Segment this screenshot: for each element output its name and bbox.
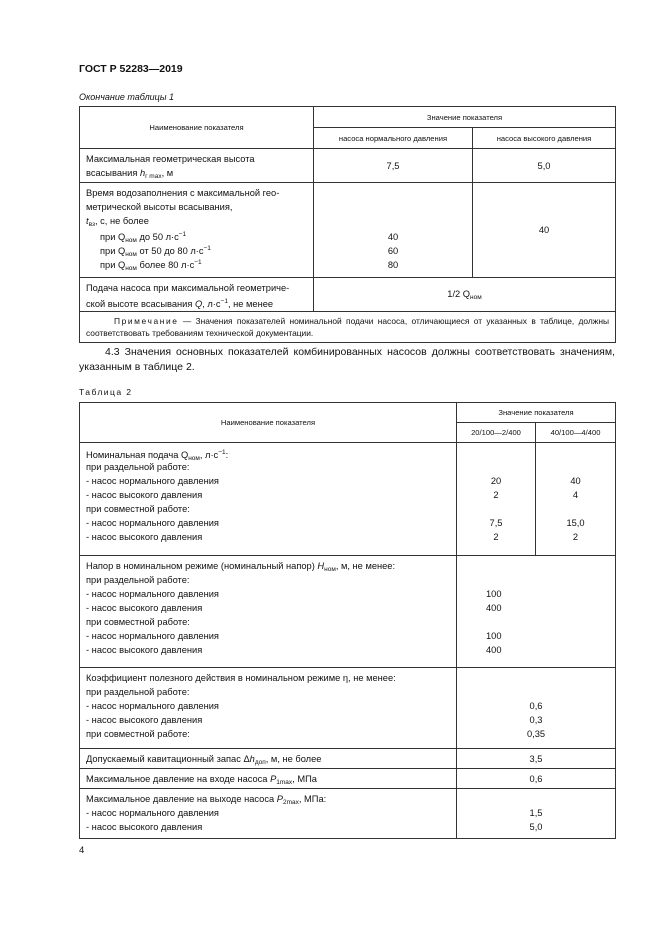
- table-row: [80, 769, 616, 789]
- table2-caption: Таблица 2: [79, 387, 133, 397]
- table2-subheader-a: 20/100—2/400: [457, 423, 536, 443]
- table-row: [80, 149, 616, 183]
- document-title: ГОСТ Р 52283—2019: [79, 63, 183, 75]
- page-number: 4: [79, 845, 85, 856]
- table2: [79, 402, 616, 839]
- table1-subheader-normal: насоса нормального давления: [314, 128, 473, 149]
- table-row: [80, 668, 616, 749]
- table-row: [80, 278, 616, 312]
- table-row: [80, 556, 616, 668]
- table-row: [80, 183, 616, 278]
- row-label: Допускаемый кавитационный запас $\Delta h_{доп}$, м, не более: [80, 749, 457, 769]
- table-cell: 40: [473, 183, 616, 278]
- table1-caption: Окончание таблицы 1: [79, 92, 174, 102]
- table2-header-name: Наименование показателя: [80, 403, 457, 443]
- table1: [79, 106, 616, 343]
- row-label: Максимальное давление на выходе насоса $P_{2max}$, МПа: - насос нормального давления - насос высокого давления: [80, 789, 457, 839]
- table-cell: 40 4 15,0 2: [536, 443, 616, 556]
- table-cell: 1/2 $Q_{ном}$: [314, 278, 616, 312]
- table1-header-value: Значение показателя: [314, 107, 616, 128]
- row-label: Подача насоса при максимальной геометриче- ской высоте всасывания Q, $л\cdot с^{-1}$, не менее: [80, 278, 314, 312]
- table-cell: 0,6: [457, 769, 616, 789]
- table-row: [80, 312, 616, 343]
- table-row: [80, 443, 616, 556]
- row-label: Максимальное давление на входе насоса $P_{1max}$, МПа: [80, 769, 457, 789]
- row-label: Время водозаполнения с максимальной гео- метрической высоты всасывания, $t_{вз}$, с, не более при $Q_{ном}$ до 50 $л\cdot с^{-1}$ при $Q_{ном}$ от 50 до 80 $л\cdot с^{-1}$ при $Q_{ном}$ более 80 $л\cdot с^{-1}$: [80, 183, 314, 278]
- table-cell: 7,5: [314, 149, 473, 183]
- row-label: Максимальная геометрическая высота всасывания $h_{г max}$, м: [80, 149, 314, 183]
- paragraph-4-3: 4.3 Значения основных показателей комбинированных насосов должны соответствовать значениям, указанным в таблице 2.: [79, 346, 615, 373]
- table-row: [80, 789, 616, 839]
- table-cell: 5,0: [473, 149, 616, 183]
- table1-note: Примечание — Значения показателей номинальной подачи насоса, отличающиеся от указанных в таблице, должны соответствовать требованиям технической документации.: [80, 312, 616, 343]
- table-row: [80, 749, 616, 769]
- table1-header-name: Наименование показателя: [80, 107, 314, 149]
- table-cell: 20 2 7,5 2: [457, 443, 536, 556]
- table2-header-value: Значение показателя: [457, 403, 616, 423]
- row-label: Напор в номинальном режиме (номинальный напор) $H_{ном}$, м, не менее: при раздельной работе: - насос нормального давления - насос высокого давления при совместной работе: - насос нормального давления - насос высокого давления: [80, 556, 457, 668]
- table2-subheader-b: 40/100—4/400: [536, 423, 616, 443]
- table-cell: 0,6 0,3 0,35: [457, 668, 616, 749]
- row-label: Номинальная подача $Q_{ном}$, $л\cdot с^{-1}$: при раздельной работе: - насос нормального давления - насос высокого давления при совместной работе: - насос нормального давления - насос высокого давления: [80, 443, 457, 556]
- row-label: Коэффициент полезного действия в номинальном режиме η, не менее: при раздельной работе: - насос нормального давления - насос высокого давления при совместной работе:: [80, 668, 457, 749]
- table-cell: 3,5: [457, 749, 616, 769]
- table-cell: 100 400 100 400: [457, 556, 616, 668]
- table1-subheader-high: насоса высокого давления: [473, 128, 616, 149]
- table-cell: 40 60 80: [314, 183, 473, 278]
- table-cell: 1,5 5,0: [457, 789, 616, 839]
